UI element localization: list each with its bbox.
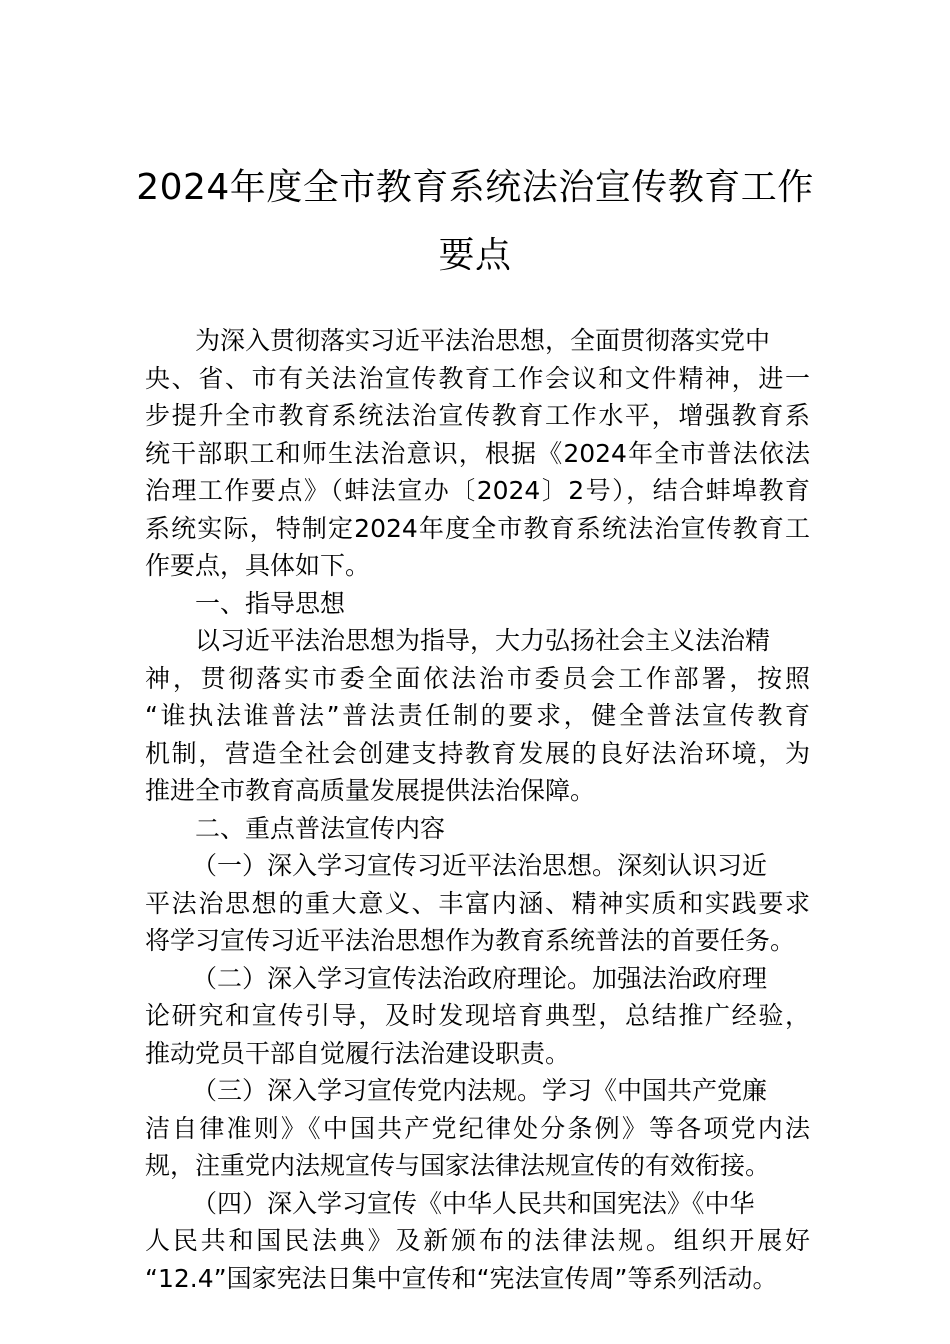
item-1-line: 将学习宣传习近平法治思想作为教育系统普法的首要任务。 xyxy=(145,926,796,955)
item-4-line: “12.4”国家宪法日集中宣传和“宪法宣传周”等系列活动。 xyxy=(145,1263,778,1293)
paragraph-guiding-line: 以习近平法治思想为指导，大力弘扬社会主义法治精 xyxy=(195,626,771,655)
document-body xyxy=(145,322,810,1297)
paragraph-intro-line: 央、省、市有关法治宣传教育工作会议和文件精神，进一 xyxy=(145,363,810,393)
paragraph-guiding-line: 机制，营造全社会创建支持教育发展的良好法治环境，为 xyxy=(145,738,810,768)
paragraph-intro-line: 统干部职工和师生法治意识，根据《2024年全市普法依法 xyxy=(145,438,810,468)
item-4-line: （四）深入学习宣传《中华人民共和国宪法》《中华 xyxy=(192,1188,755,1218)
section-heading-key-content: 二、重点普法宣传内容 xyxy=(195,813,446,843)
paragraph-intro-line: 系统实际，特制定2024年度全市教育系统法治宣传教育工 xyxy=(145,513,810,543)
item-1-line: （一）深入学习宣传习近平法治思想。深刻认识习近 xyxy=(192,851,768,880)
item-1-line: 平法治思想的重大意义、丰富内涵、精神实质和实践要求 xyxy=(145,888,810,918)
paragraph-intro-line: 作要点，具体如下。 xyxy=(145,551,371,580)
paragraph-guiding-line: 推进全市教育高质量发展提供法治保障。 xyxy=(145,776,596,805)
paragraph-intro-line: 步提升全市教育系统法治宣传教育工作水平，增强教育系 xyxy=(145,401,810,430)
paragraph-intro-line: 治理工作要点》（蚌法宣办〔2024〕2号），结合蚌埠教育 xyxy=(145,476,810,505)
section-heading-guiding-thought: 一、指导思想 xyxy=(195,588,346,618)
item-2-line: 论研究和宣传引导，及时发现培育典型，总结推广经验， xyxy=(145,1001,810,1030)
item-3-line: 洁自律准则》《中国共产党纪律处分条例》等各项党内法 xyxy=(145,1113,810,1143)
item-3-line: 规，注重党内法规宣传与国家法律法规宣传的有效衔接。 xyxy=(145,1151,771,1180)
item-3-line: （三）深入学习宣传党内法规。学习《中国共产党廉 xyxy=(192,1076,768,1105)
item-2-line: 推动党员干部自觉履行法治建设职责。 xyxy=(145,1038,571,1068)
document-title-line-2: 要点 xyxy=(438,235,512,276)
item-2-line: （二）深入学习宣传法治政府理论。加强法治政府理 xyxy=(192,963,768,993)
paragraph-guiding-line: “谁执法谁普法”普法责任制的要求，健全普法宣传教育 xyxy=(145,701,810,730)
document-title-line-1: 2024年度全市教育系统法治宣传教育工作 xyxy=(136,167,814,208)
paragraph-intro-line: 为深入贯彻落实习近平法治思想，全面贯彻落实党中 xyxy=(195,326,771,355)
item-4-line: 人民共和国民法典》及新颁布的法律法规。组织开展好 xyxy=(145,1226,810,1255)
paragraph-guiding-line: 神，贯彻落实市委全面依法治市委员会工作部署，按照 xyxy=(145,663,810,693)
